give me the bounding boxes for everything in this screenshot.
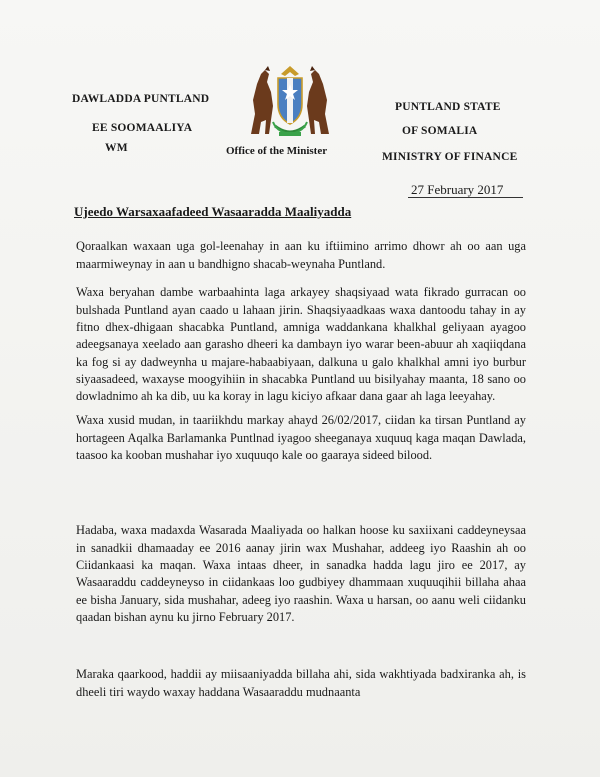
paragraph-2: Waxa beryahan dambe warbaahinta laga arkayey shaqsiyaad wata fikrado gurracan oo bulshada Puntland ayan caado u lahaan jirin. Shaqsiyaadkaas waxa dantoodu tahay in ay fitno dhex-dhigaan shacabka Puntland, amniga waddankana khalkhal geliyaan ayagoo adeegsanaya xeelado aan garasho dheeri ka dambayn iyo warar been-abuur ah xaqiiqdana ka fog si ay dadweynha u majare-habaabiyaan, dalkuna u galo khalkhal amni iyo burbur siyaasadeed, waxayse moogyihiin in shacabka Puntland uu bisilyahay maanta, 18 sano oo dowladnimo ah ka dib, uu ka koray in lagu kiciyo afkaar dana gaar ah laga leeyahay. — [76, 285, 526, 404]
paragraph-4: Hadaba, waxa madaxda Wasarada Maaliyada oo halkan hoose ku saxiixani caddeyneysaa in sanadkii dhamaaday ee 2016 aanay jirin wax Mushahar, addeeg iyo Raashin ah oo Ciidankaasi ka maqan. Waxa intaas dheer, in sanadka hadda lagu jiro ee 2017, ay Wasaaraddu caddeyneyso in ciidankaas loo gudbiyey dhammaan xuquuqihii billaha ahaa ee bisha January, sida mushahar, adeeg iyo raashin. Waxa u harsan, oo aanu weli ciidanku qaadan bishan aynu ku jirno February 2017. — [76, 523, 526, 624]
header-left-line-1: DAWLADDA PUNTLAND — [72, 93, 210, 105]
header-right-line-1: PUNTLAND STATE — [395, 101, 501, 113]
header-left-line-2: EE SOOMAALIYA — [92, 122, 193, 134]
puntland-coat-of-arms-icon — [245, 62, 335, 142]
header-left-line-3: WM — [105, 142, 128, 154]
paragraph-5: Maraka qaarkood, haddii ay miisaaniyadda billaha ahi, sida wakhtiyada badxiranka ah, is dheeli tiri waydo waxay haddana Wasaaraddu mudnaanta — [76, 667, 526, 699]
document-title: Ujeedo Warsaxaafadeed Wasaaradda Maaliyadda — [74, 204, 352, 219]
paragraph-3: Waxa xusid mudan, in taariikhdu markay ahayd 26/02/2017, ciidan ka tirsan Puntland ay hortageen Aqalka Barlamanka Puntlnad iyagoo sheeganaya xuquuq kaga maqan Dawlada, taasoo ka kooban mushahar iyo xuquuqo kale oo gaaraya sideed bilood. — [76, 413, 526, 462]
paragraph-1: Qoraalkan waxaan uga gol-leenahay in aan ku iftiimino arrimo dhowr ah oo aan uga maarmiweynay in aan u bandhigno shacab-weynaha Puntland. — [76, 239, 526, 271]
header-right-line-2: OF SOMALIA — [402, 125, 478, 137]
letter-date: 27 February 2017 — [411, 182, 504, 197]
date-underline — [408, 197, 523, 198]
office-label: Office of the Minister — [226, 145, 328, 157]
header-right-line-3: MINISTRY OF FINANCE — [382, 151, 518, 163]
